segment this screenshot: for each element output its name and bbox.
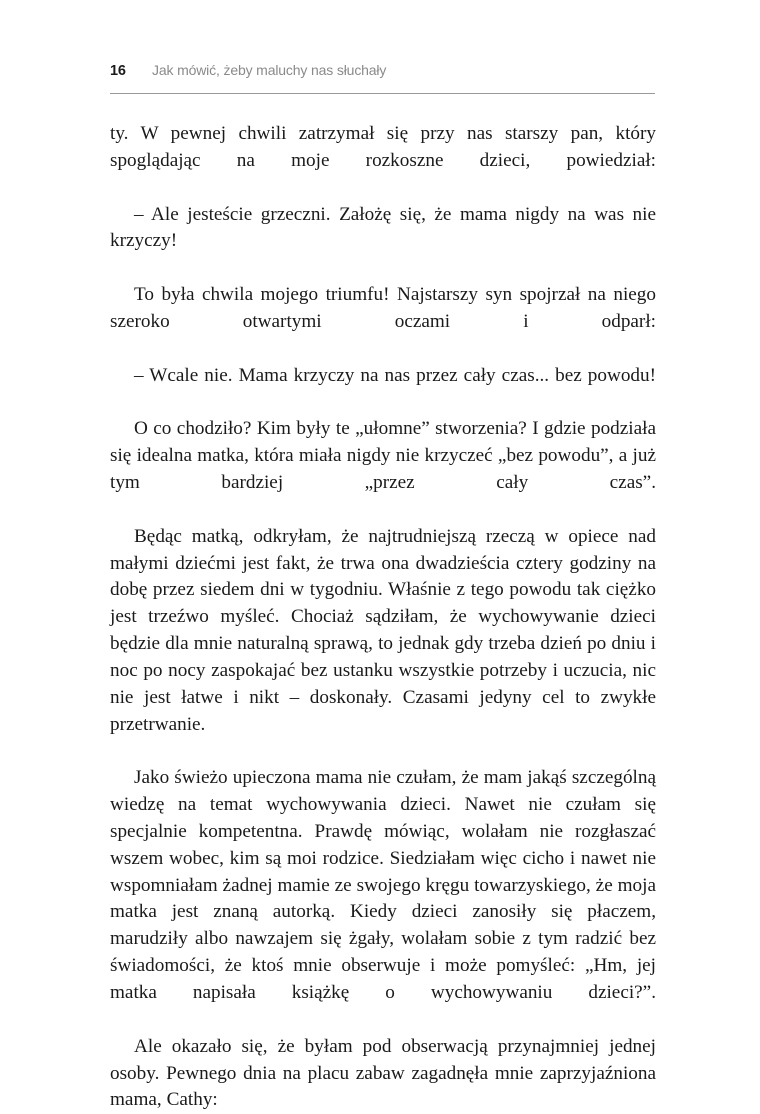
- running-title: Jak mówić, żeby maluchy nas słuchały: [152, 62, 387, 78]
- body-text-block: [110, 121, 656, 1114]
- page-number: 16: [110, 63, 126, 79]
- paragraph: ty. W pewnej chwili zatrzymał się przy nas starszy pan, który spoglądając na moje rozkoszne dzieci, powiedział:: [110, 123, 656, 171]
- paragraph: Ale okazało się, że byłam pod obserwacją przynajmniej jednej osoby. Pewnego dnia na placu zabaw zagadnęła mnie zaprzyjaźniona mama, Cathy:: [110, 1035, 656, 1111]
- running-head: [110, 62, 655, 94]
- paragraph: – Wcale nie. Mama krzyczy na nas przez cały czas... bez powodu!: [134, 364, 656, 386]
- paragraph: To była chwila mojego triumfu! Najstarszy syn spojrzał na niego szeroko otwartymi oczami i odparł:: [110, 284, 656, 332]
- paragraph: Będąc matką, odkryłam, że najtrudniejszą rzeczą w opiece nad małymi dziećmi jest fakt, że trwa ona dwadzieścia cztery godziny na dobę przez siedem dni w tygodniu. Właśnie z tego powodu tak ciężko jest trzeźwo myśleć. Chociaż sądziłam, że wychowywanie dzieci będzie dla mnie naturalną sprawą, to jednak gdy trzeba dzień po dniu i noc po nocy zaspokajać bez ustanku wszystkie potrzeby i uczucia, nic nie jest łatwe i nikt – doskonały. Czasami jedyny cel to zwykłe przetrwanie.: [110, 525, 656, 735]
- paragraph: Jako świeżo upieczona mama nie czułam, że mam jakąś szczególną wiedzę na temat wychowywania dzieci. Nawet nie czułam się specjalnie kompetentna. Prawdę mówiąc, wolałam nie rozgłaszać wszem wobec, kim są moi rodzice. Siedziałam więc cicho i nawet nie wspomniałam żadnej mamie ze swojego kręgu towarzyskiego, że moja matka jest znaną autorką. Kiedy dzieci zanosiły się płaczem, marudziły albo nawzajem się żgały, wolałam sobie z tym radzić bez świadomości, że ktoś mnie obserwuje i może pomyśleć: „Hm, jej matka napisała książkę o wychowywaniu dzieci?”.: [110, 767, 656, 1003]
- paragraph: O co chodziło? Kim były te „ułomne” stworzenia? I gdzie podziała się idealna matka, która miała nigdy nie krzyczeć „bez powodu”, a już tym bardziej „przez cały czas”.: [110, 418, 656, 493]
- header-divider: [110, 93, 655, 94]
- paragraph: – Ale jesteście grzeczni. Założę się, że mama nigdy na was nie krzyczy!: [110, 203, 656, 252]
